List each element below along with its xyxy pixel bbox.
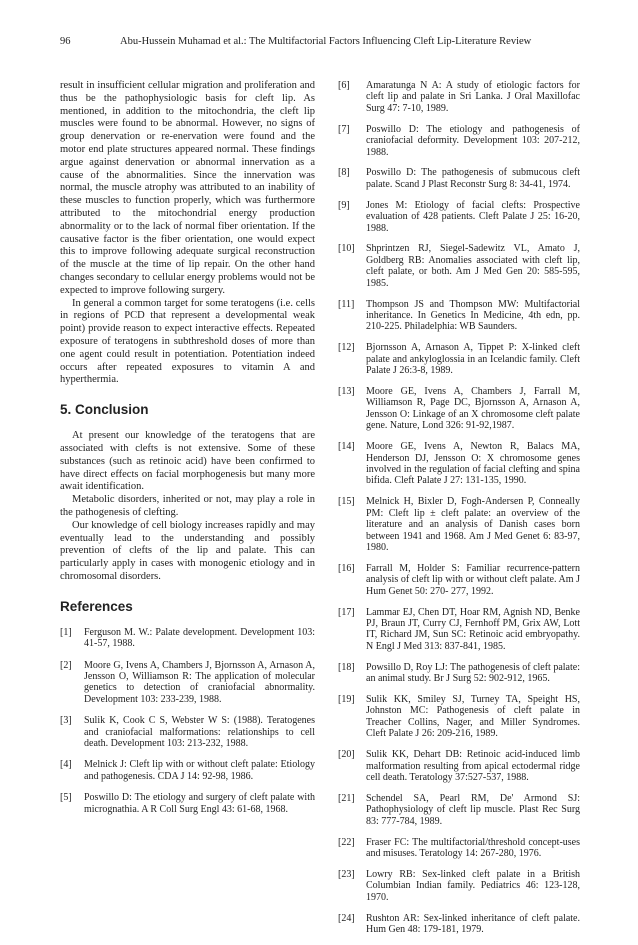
reference-number: [6]: [338, 80, 350, 91]
reference-item: [338, 441, 580, 487]
reference-number: [7]: [338, 123, 350, 135]
reference-text: Amaratunga N A: A study of etiologic factors for cleft lip and palate in Sri Lanka. J Oral Maxillofac Surg 47: 7-10, 1989.: [366, 80, 580, 114]
reference-item: [338, 299, 580, 333]
reference-item: [338, 913, 580, 936]
reference-text: Rushton AR: Sex-linked inheritance of cleft palate. Hum Gen 48: 179-181, 1979.: [366, 912, 580, 935]
conclusion-paragraph: Metabolic disorders, inherited or not, may play a role in the pathogenesis of clefting.: [60, 494, 315, 518]
reference-number: [5]: [60, 792, 72, 804]
reference-text: Moore GE, Ivens A, Chambers J, Farrall M, Williamson R, Page DC, Bjornsson A, Arnason A, Jensson O: Linkage of an X chromosome cleft palate gene. Nature, Lond 326: 91-92,1987.: [366, 386, 580, 432]
reference-item: [338, 563, 580, 597]
reference-number: [21]: [338, 792, 355, 804]
reference-text: Lammar EJ, Chen DT, Hoar RM, Agnish ND, Benke PJ, Braun JT, Curry CJ, Fernhoff PM, Grix AW, Lott IT, Richard JM, Sun SC: Retinoic acid embryopathy. N Engl J Med 313: 837-841, 1985.: [366, 606, 580, 652]
conclusion-paragraph: Our knowledge of cell biology increases rapidly and may eventually lead to the understanding and possibly prevention of clefts of the lip and palate. This can particularly apply in cases with monogenic etiology and in chromosomal disorders.: [60, 519, 315, 582]
reference-text: Moore G, Ivens A, Chambers J, Bjornsson A, Arnason A, Jensson O, Williamson R: The application of molecular genetics to detection of craniofacial abnormality. Development 103: 233-239, 1988.: [84, 659, 315, 705]
reference-text: Shprintzen RJ, Siegel-Sadewitz VL, Amato J, Goldberg RB: Anomalies associated with cleft lip, cleft palate, or both. Am J Med Gen 20: 585-595, 1985.: [366, 243, 580, 289]
reference-number: [9]: [338, 199, 350, 211]
reference-item: [60, 660, 315, 706]
right-column: [338, 80, 580, 945]
reference-text: Sulik K, Cook C S, Webster W S: (1988). Teratogenes and craniofacial malformations: relationships to cell death. Development 103: 213-232, 1988.: [84, 715, 315, 749]
reference-number: [22]: [338, 836, 355, 848]
reference-text: Sulik KK, Dehart DB: Retinoic acid-induced limb malformation resulting from apical ectodermal ridge cell death. Teratology 37:527-537, 1988.: [366, 749, 580, 783]
reference-item: [60, 759, 315, 782]
reference-number: [3]: [60, 715, 72, 727]
reference-text: Melnick J: Cleft lip with or without cleft palate: Etiology and pathogenesis. CDA J 14: 92-98, 1986.: [84, 759, 315, 782]
reference-number: [17]: [338, 606, 355, 618]
reference-text: Jones M: Etiology of facial clefts: Prospective evaluation of 428 patients. Cleft Palate J 25: 16-20, 1988.: [366, 199, 580, 234]
reference-number: [19]: [338, 693, 355, 705]
reference-item: [338, 124, 580, 158]
reference-text: Thompson JS and Thompson MW: Multifactorial inheritance. In Genetics In Medicine, 4th edn, pp. 210-225. Philadelphia: WB Saunders.: [366, 298, 580, 333]
reference-number: [1]: [60, 626, 72, 638]
reference-item: [60, 792, 315, 815]
references-heading: References: [60, 598, 133, 614]
reference-number: [15]: [338, 496, 355, 508]
reference-item: [338, 167, 580, 190]
left-column: [60, 80, 315, 825]
reference-item: [338, 837, 580, 860]
reference-text: Fraser FC: The multifactorial/threshold concept-uses and misuses. Teratology 14: 267-280, 1976.: [366, 836, 580, 859]
reference-text: Melnick H, Bixler D, Fogh-Andersen P, Conneally PM: Cleft lip ± cleft palate: an overview of the literature and an analysis of Danish cases born between 1941 and 1968. Am J Med Genet 6: 83-97, 1980.: [366, 496, 580, 553]
reference-number: [11]: [338, 298, 355, 310]
reference-item: [338, 694, 580, 740]
reference-number: [24]: [338, 912, 355, 924]
reference-item: [338, 80, 580, 114]
page-header: [60, 36, 580, 50]
reference-text: Schendel SA, Pearl RM, De' Armond SJ: Pathophysiology of cleft lip muscle. Plast Rec Surg 83: 777-784, 1989.: [366, 792, 580, 827]
reference-text: Powsillo D, Roy LJ: The pathogenesis of cleft palate: an animal study. Br J Surg 52: 902-912, 1965.: [366, 661, 580, 685]
reference-item: [338, 342, 580, 376]
reference-number: [16]: [338, 562, 355, 574]
reference-number: [4]: [60, 759, 72, 771]
reference-text: Poswillo D: The etiology and surgery of cleft palate with micrognathia. A R Coll Surg Engl 43: 61-68, 1968.: [84, 792, 315, 815]
reference-item: [60, 627, 315, 650]
reference-item: [338, 243, 580, 289]
reference-item: [60, 715, 315, 749]
reference-item: [338, 662, 580, 685]
reference-number: [18]: [338, 661, 355, 673]
reference-text: Sulik KK, Smiley SJ, Turney TA, Speight HS, Johnston MC: Pathogenesis of cleft palate in Treacher Collins, Nager, and Miller Syndromes. Cleft Palate J 26: 209-216, 1989.: [366, 693, 580, 740]
body-paragraph: result in insufficient cellular migration and proliferation and thus be the pathophysiologic basis for cleft lip. As mentioned, in addition to the mitochondria, the cleft lip muscles were found to be abnormal. However, no signs of group denervation or re-enervation were found and the motor end plate structures appeared normal. These findings argue against denervation or abnormal innervation as a cause of the abnormalities. Since the innervation was normal, the muscle atrophy was attributed to an inability of these muscles to function properly, which was furthermore attributed to the mitochondrial energy production abnormality or to the lack of normal fiber orientation. If the causative factor is the fiber orientation, one would expect this to improve following adequate surgical reconstruction of the muscle at the time of lip repair. On the other hand changes secondary to cellular energy problems would not be expected to improve following surgery.: [60, 80, 315, 296]
reference-item: [338, 386, 580, 432]
running-head: Abu-Hussein Muhamad et al.: The Multifactorial Factors Influencing Cleft Lip-Literature Review: [120, 36, 532, 47]
page-number: 96: [60, 36, 71, 47]
reference-text: Moore GE, Ivens A, Newton R, Balacs MA, Henderson DJ, Jensson O: X chromosome genes involved in the regulation of facial clefting and spina bifida. Cleft Palate J 27: 131-135, 1990.: [366, 441, 580, 487]
reference-item: [338, 749, 580, 783]
reference-number: [8]: [338, 167, 350, 179]
conclusion-heading: 5. Conclusion: [60, 402, 149, 418]
reference-text: Lowry RB: Sex-linked cleft palate in a British Columbian Indian family. Pediatrics 46: 123-128, 1970.: [366, 868, 580, 903]
reference-item: [338, 869, 580, 903]
reference-text: Ferguson M. W.: Palate development. Development 103: 41-57, 1988.: [84, 626, 315, 650]
reference-text: Poswillo D: The etiology and pathogenesis of craniofacial deformity. Development 103: 207-212, 1988.: [366, 123, 580, 158]
reference-number: [23]: [338, 868, 355, 880]
reference-item: [338, 200, 580, 234]
reference-text: Bjornsson A, Arnason A, Tippet P: X-linked cleft palate and ankyloglossia in an Icelandic family. Cleft Palate J 26:3-8, 1989.: [366, 342, 580, 377]
reference-number: [12]: [338, 342, 355, 354]
reference-item: [338, 607, 580, 653]
reference-item: [338, 496, 580, 553]
reference-text: Poswillo D: The pathogenesis of submucous cleft palate. Scand J Plast Reconstr Surg 8: 34-41, 1974.: [366, 167, 580, 190]
reference-item: [338, 793, 580, 827]
reference-number: [13]: [338, 386, 355, 398]
reference-number: [14]: [338, 441, 355, 453]
conclusion-paragraph: At present our knowledge of the teratogens that are associated with clefts is not extensive. Some of these substances (such as retinoic acid) have been confirmed to have direct effects on facial morphogenesis but many more await identification.: [60, 430, 315, 493]
body-paragraph: In general a common target for some teratogens (i.e. cells in regions of PCD that represent a developmental weak point) provide reason to expect interactive effects. Repeated exposure of teratogens in subthreshold doses of more than one agent could result in potentiation. Potentiation indeed occurs after repeated exposures to vitamin A and hyperthermia.: [60, 297, 315, 386]
reference-number: [2]: [60, 659, 72, 671]
reference-number: [20]: [338, 749, 355, 761]
reference-text: Farrall M, Holder S: Familiar recurrence-pattern analysis of cleft lip with or without cleft palate. Am J Hum Genet 50: 270- 277, 1992.: [366, 562, 580, 597]
reference-number: [10]: [338, 243, 355, 255]
